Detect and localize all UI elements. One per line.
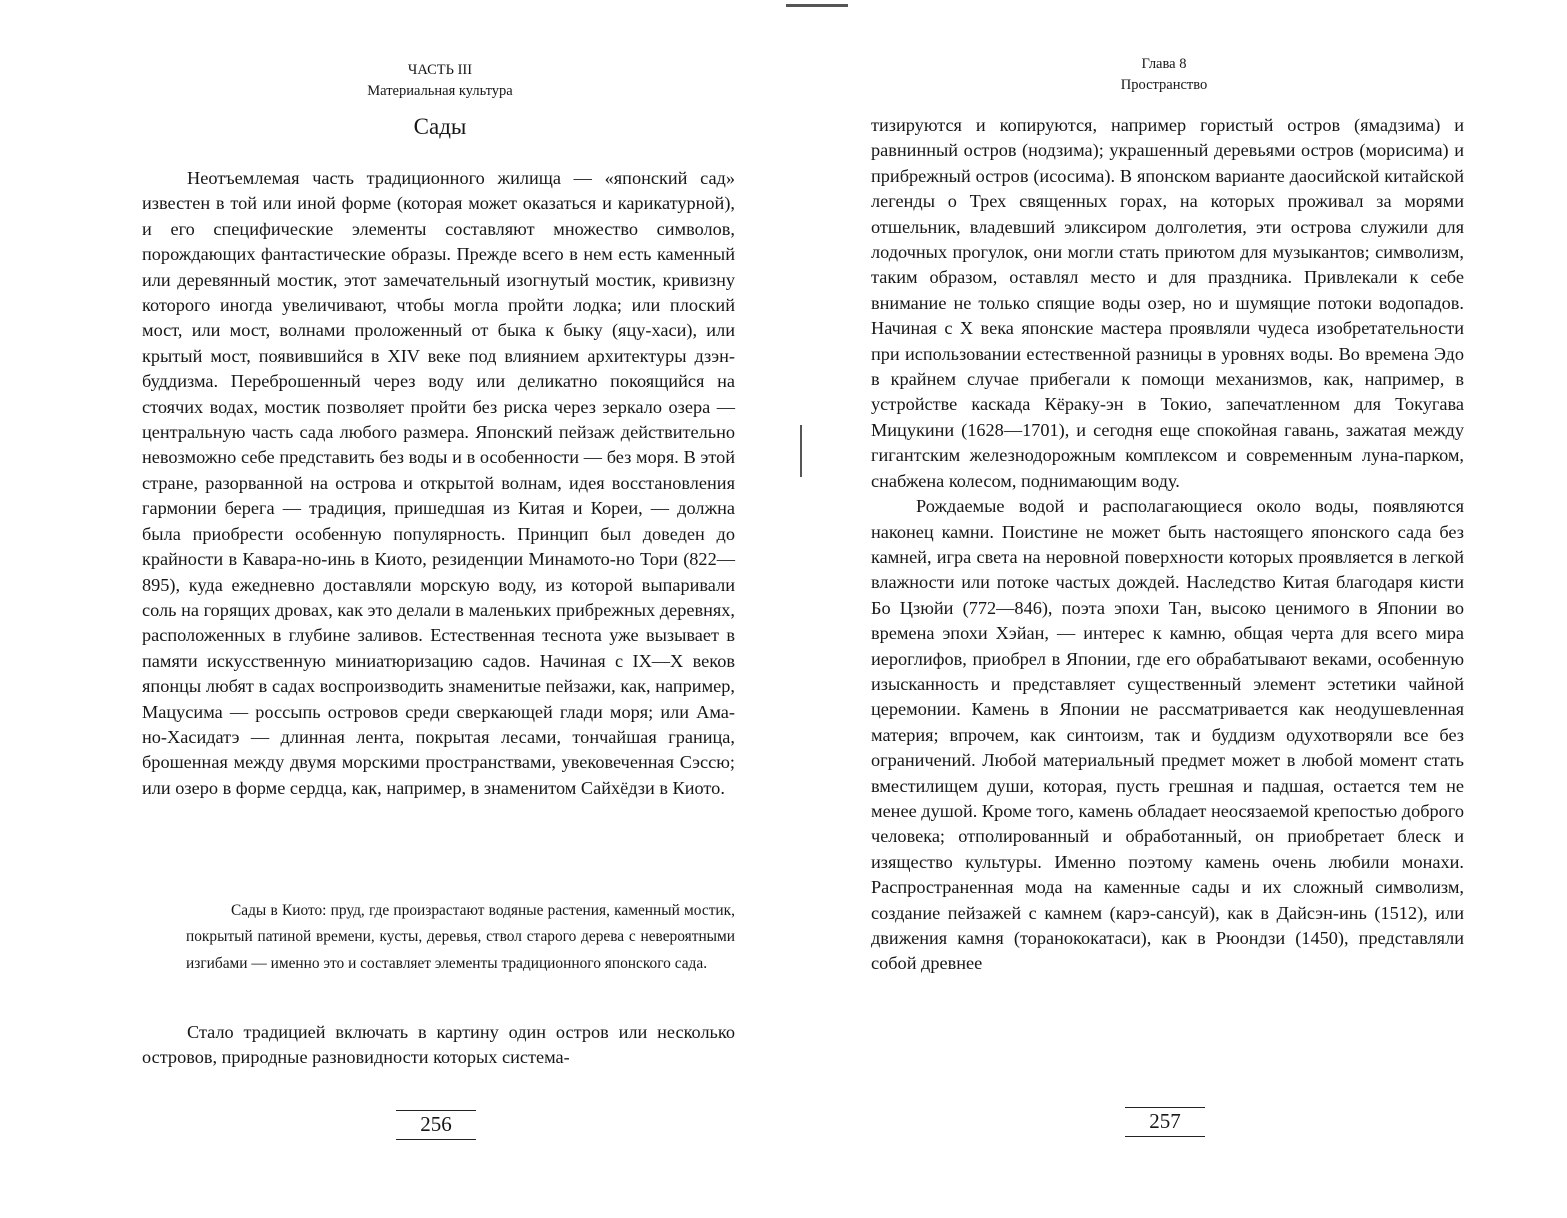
part-subtitle: Материальная культура xyxy=(367,83,513,99)
section-title: Сады xyxy=(413,114,467,139)
body-text xyxy=(142,166,735,801)
caption-text: Сады в Киото: пруд, где произрастают водяные растения, каменный мостик, покрытый патиной времени, кусты, деревья, ствол старого дерева с невероятными изгибами — именно это и составляет элементы традиционного японского сада. xyxy=(186,902,735,972)
paragraph: Рождаемые водой и располагающиеся около воды, появляются наконец камни. Поистине не может быть настоящего японского сада без камней, игра света на неровной поверхности которых проявляется в легкой влажности или потоке частых дождей. Наследство Китая благодаря кисти Бо Цзюйи (772—846), поэта эпохи Тан, высоко ценимого в Японии во времена эпохи Хэйан, — интерес к камню, общая черта для всего мира иероглифов, приобрел в Японии, где его обрабатывают веками, особенную изысканность и представляет существенный элемент эстетики чайной церемонии. Камень в Японии не рассматривается как неодушевленная материя; впрочем, как синтоизм, так и буддизм одухотворяли все без ограничений. Любой материальный предмет может в любой момент стать вместилищем души, которая, пусть грешная и падшая, остается тем не менее душой. Кроме того, камень обладает неосязаемой крепостью доброго человека; отполированный и обработанный, он приобретает блеск и изящество культуры. Именно поэтому камень очень любили монахи. Распространенная мода на каменные сады и их сложный символизм, создание пейзажей с камнем (карэ-сансуй), как в Дайсэн-инь (1512), или движения камня (торанококатаси), как в Рюондзи (1450), представляли собой древнее xyxy=(871,496,1464,974)
body-text xyxy=(871,113,1464,977)
paragraph: тизируются и копируются, например гористый остров (ямадзима) и равнинный остров (нодзима); украшенный деревьями остров (морисима) и прибрежный остров (исосима). В японском варианте даосийской китайской легенды о Трех священных горах, на которых проживал за морями отшельник, владевший эликсиром долголетия, эти острова служили для лодочных прогулок, они могли стать приютом для музыкантов; символизм, таким образом, оставлял место и для праздника. Привлекали к себе внимание не только спящие воды озер, но и шумящие потоки водопадов. Начиная с X века японские мастера проявляли чудеса изобретательности при использовании естественной разницы в уровнях воды. Во времена Эдо в крайнем случае прибегали к помощи механизмов, как, например, в устройстве каскада Кёраку-эн в Токио, запечатленном для Токугава Мицукини (1628—1701), и сегодня еще спокойная гавань, зажатая между гигантским железнодорожным комплексом и современным луна-парком, снабжена колесом, поднимающим воду. xyxy=(871,115,1464,491)
page-number: 257 xyxy=(1125,1107,1205,1134)
part-label: ЧАСТЬ III xyxy=(407,62,473,78)
chapter-subtitle: Пространство xyxy=(1120,77,1208,93)
paragraph: Неотъемлемая часть традиционного жилища — «японский сад» известен в той или иной форме (которая может оказаться и карикатурной), и его специфические элементы составляют множество символов, порождающих фантастические образы. Прежде всего в нем есть каменный или деревянный мостик, этот замечательный изогнутый мостик, кривизну которого иногда увеличивают, чтобы могла пройти лодка; или плоский мост, или мост, волнами проложенный от быка к быку (яцу-хаси), или крытый мост, появившийся в XIV веке под влиянием архитектуры дзэн-буддизма. Переброшенный через воду или деликатно покоящийся на стоячих водах, мостик позволяет пройти без риска через зеркало озера — центральную часть сада любого размера. Японский пейзаж действительно невозможно себе представить без воды и в особенности — без моря. В этой стране, разорванной на острова и открытой волнам, идея восстановления гармонии берега — традиция, пришедшая из Китая и Кореи, — должна была приобрести особенную популярность. Принцип был доведен до крайности в Кавара-но-инь в Киото, резиденции Минамото-но Тори (822—895), куда ежедневно доставляли морскую воду, из которой выпаривали соль на горящих дровах, как это делали в маленьких прибрежных деревнях, расположенных в глубине заливов. Естественная теснота уже вызывает в памяти искусственную миниатюризацию садов. Начиная с IX—X веков японцы любят в садах воспроизводить знаменитые пейзажи, как, например, Мацусима — россыпь островов среди сверкающей глади моря; или Ама-но-Хасидатэ — длинная лента, покрытая лесами, тончайшая граница, брошенная между двумя морскими пространствами, увековеченная Сэссю; или озеро в форме сердца, как, например, в знаменитом Сайхёдзи в Киото. xyxy=(142,168,735,798)
running-header xyxy=(864,54,1464,96)
paragraph: Стало традицией включать в картину один остров или несколько островов, природные разновидности которых система- xyxy=(142,1022,735,1068)
body-text-continued xyxy=(142,1020,735,1071)
page-number: 256 xyxy=(396,1110,476,1137)
right-page xyxy=(784,0,1567,1218)
running-header xyxy=(140,60,740,102)
chapter-label: Глава 8 xyxy=(1141,56,1187,72)
image-caption xyxy=(186,898,735,977)
